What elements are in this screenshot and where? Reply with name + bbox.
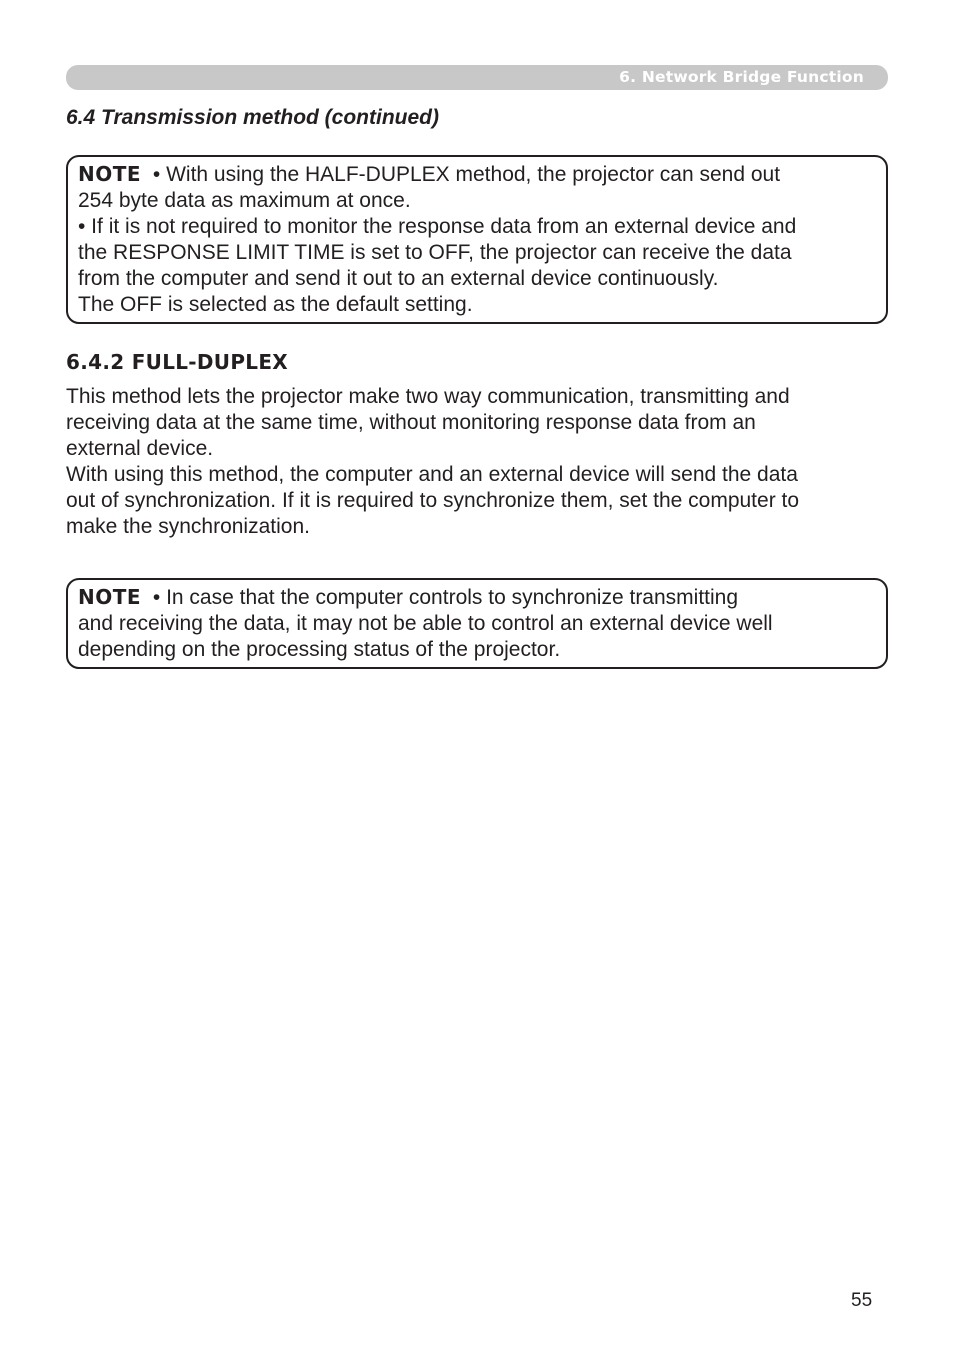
note-line: The OFF is selected as the default setting. [78,293,473,316]
chapter-header-label: 6. Network Bridge Function [619,68,864,86]
note-line [78,161,886,188]
section-title: 6.4 Transmission method (continued) [66,106,439,129]
body-line: receiving data at the same time, without monitoring response data from an [66,411,756,434]
note-line: depending on the processing status of the projector. [78,638,561,661]
note-line-text: • With using the HALF-DUPLEX method, the projector can send out [152,163,781,186]
note-line: • If it is not required to monitor the response data from an external device and [78,215,797,238]
note-line-text: • In case that the computer controls to synchronize transmitting [152,586,739,609]
note-box-half-duplex [66,155,888,324]
body-line: external device. [66,437,214,460]
subsection-title: 6.4.2 FULL-DUPLEX [66,350,289,374]
note-label: NOTE [78,585,142,609]
body-line: make the synchronization. [66,515,310,538]
chapter-header-bar [66,65,888,90]
body-line: This method lets the projector make two way communication, transmitting and [66,385,790,408]
note-line: 254 byte data as maximum at once. [78,189,411,212]
note-line: the RESPONSE LIMIT TIME is set to OFF, the projector can receive the data [78,241,792,264]
body-line: With using this method, the computer and an external device will send the data [66,463,798,486]
page-number: 55 [851,1290,873,1311]
full-duplex-description [66,384,799,540]
note-line: and receiving the data, it may not be able to control an external device well [78,612,773,635]
note-line [78,584,886,611]
note-label: NOTE [78,162,142,186]
body-line: out of synchronization. If it is required to synchronize them, set the computer to [66,489,800,512]
note-box-full-duplex [66,578,888,669]
note-line: from the computer and send it out to an external device continuously. [78,267,719,290]
